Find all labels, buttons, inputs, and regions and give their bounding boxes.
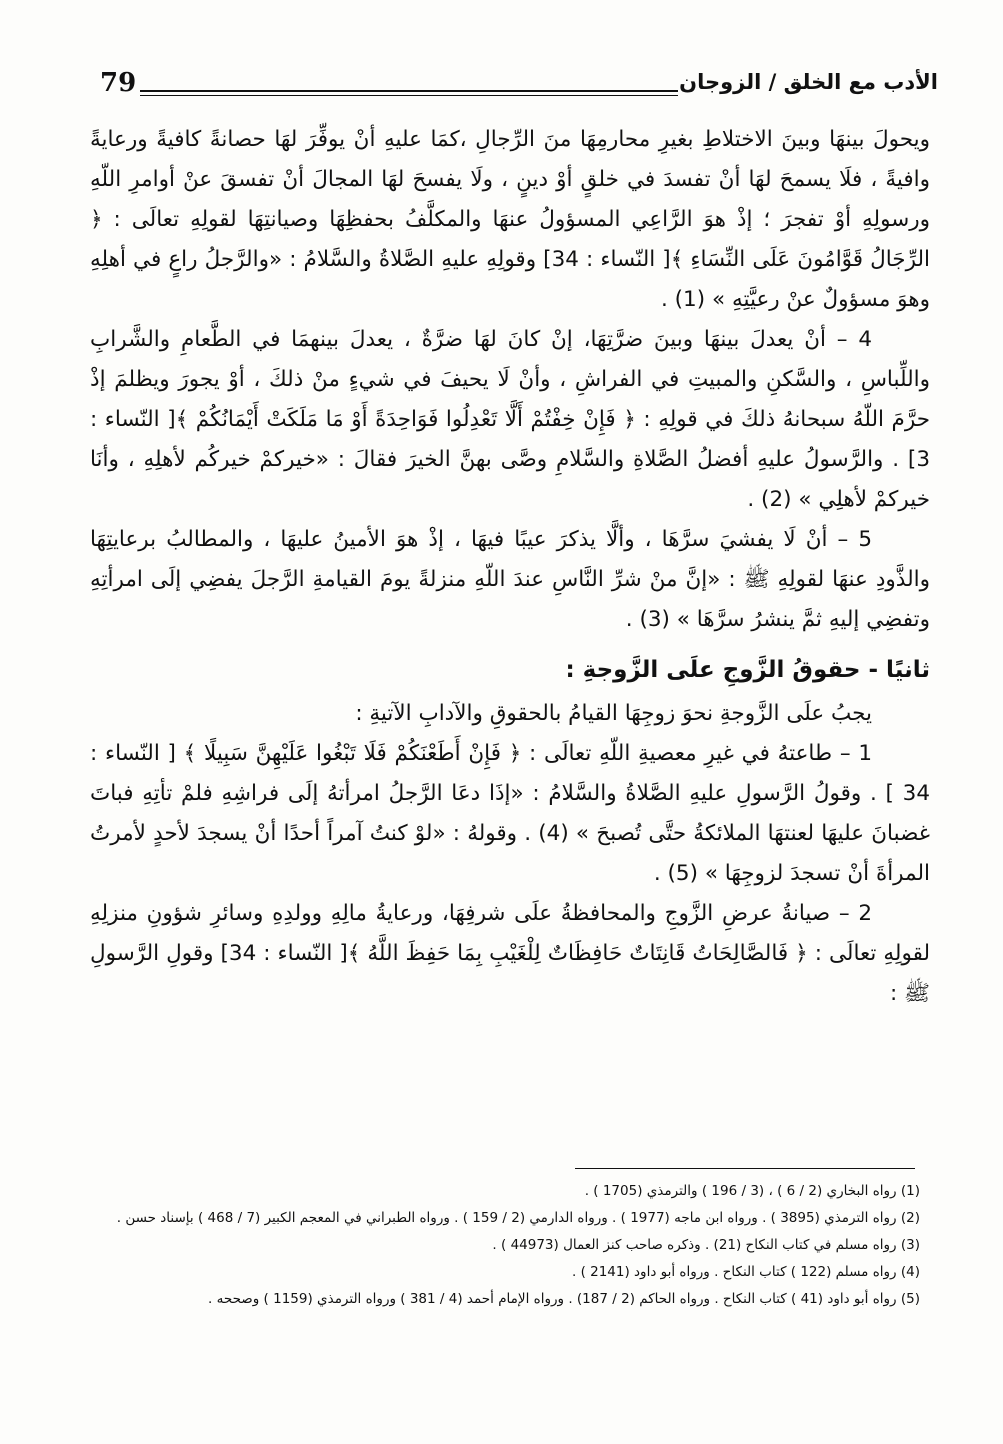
running-title: الأدب مع الخلق / الزوجان — [679, 70, 938, 94]
paragraph-item-5: 5 – أنْ لَا يفشيَ سرَّهَا ، وألَّا يذكرَ عيبًا فيهَا ، إذْ هوَ الأمينُ عليهَا ، والمطالبُ برعايتِهَا والذَّودِ عنهَا لقولِهِ ﷺ : «إنَّ منْ شرِّ النَّاسِ عندَ اللّهِ منزلةً يومَ القيامةِ الرَّجلَ يفضِي إلَى امرأتِهِ وتفضِي إليهِ ثمَّ ينشرُ سرَّهَا » (3) . — [90, 527, 930, 632]
page-number: 79 — [100, 68, 137, 98]
footnotes — [70, 1178, 920, 1313]
footnote-separator — [575, 1168, 915, 1169]
paragraph-item-4: 4 – أنْ يعدلَ بينهَا وبينَ ضرَّتِهَا، إنْ كانَ لهَا ضرَّةٌ ، يعدلَ بينهمَا في الطَّعامِ والشَّرابِ واللِّباسِ ، والسَّكنِ والمبيتِ في الفراشِ ، وأنْ لَا يحيفَ في شيءٍ منْ ذلكَ ، أوْ يجورَ ويظلمَ إذْ حرَّمَ اللّهُ سبحانهُ ذلكَ في قولِهِ : ﴿ فَإِنْ خِفْتُمْ أَلَّا تَعْدِلُوا فَوَاحِدَةً أَوْ مَا مَلَكَتْ أَيْمَانُكُمْ ﴾[ النّساء : 3] . والرَّسولُ عليهِ أفضلُ الصَّلاةِ والسَّلامِ وصَّى بهنَّ الخيرَ فقالَ : «خيركمْ خيركُم لأهلِهِ ، وأنَا خيركمْ لأهلِي » (2) . — [90, 327, 930, 512]
page-header — [100, 62, 938, 112]
section-heading: ثانيًا - حقوقُ الزَّوجِ علَى الزَّوجةِ : — [565, 657, 930, 683]
footnote: (1) رواه البخاري (2 / 6 ) ، (3 / 196 ) والترمذي (1705 ) . — [584, 1183, 920, 1199]
main-text — [90, 120, 930, 1014]
paragraph-item-2: 2 – صيانةُ عرضِ الزَّوجِ والمحافظةُ علَى شرفِهَا، ورعايةُ مالِهِ وولدِهِ وسائرِ شؤونِ منزلِهِ لقولِهِ تعالَى : ﴿ فَالصَّالِحَاتُ قَانِتَاتٌ حَافِظَاتٌ لِلْغَيْبِ بِمَا حَفِظَ اللَّهُ ﴾[ النّساء : 34] وقولِ الرَّسولِ ﷺ : — [90, 901, 931, 1006]
paragraph-item-1: 1 – طاعتهُ في غيرِ معصيةِ اللّهِ تعالَى : ﴿ فَإِنْ أَطَعْنَكُمْ فَلَا تَبْغُوا عَلَيْهِنَّ سَبِيلًا ﴾ [ النّساء : 34 ] . وقولُ الرَّسولِ عليهِ الصَّلاةُ والسَّلامُ : «إذَا دعَا الرَّجلُ امرأتهُ إلَى فراشِهِ فلمْ تأتِهِ فباتَ غضبانَ عليهَا لعنتهَا الملائكةُ حتَّى تُصبحَ » (4) . وقولهُ : «لوْ كنتُ آمراً أحدًا أنْ يسجدَ لأحدٍ لأمرتُ المرأةَ أنْ تسجدَ لزوجِهَا » (5) . — [90, 741, 930, 886]
paragraph-intro: يجبُ علَى الزَّوجةِ نحوَ زوجِهَا القيامُ بالحقوقِ والآدابِ الآتيةِ : — [355, 701, 872, 726]
footnote: (5) رواه أبو داود (41 ) كتاب النكاح . ورواه الحاكم (2 / 187) . ورواه الإمام أحمد (4 / 381 ) ورواه الترمذي (1159 ) وصححه . — [208, 1291, 920, 1307]
footnote: (2) رواه الترمذي (3895 ) . ورواه ابن ماجه (1977 ) . ورواه الدارمي (2 / 159 ) . ورواه الطبراني في المعجم الكبير (7 / 468 ) بإسناد حسن . — [116, 1210, 920, 1226]
header-rule — [140, 90, 678, 96]
footnote: (4) رواه مسلم (122 ) كتاب النكاح . ورواه أبو داود (2141 ) . — [571, 1264, 920, 1280]
footnote: (3) رواه مسلم في كتاب النكاح (21) . وذكره صاحب كنز العمال (44973 ) . — [492, 1237, 920, 1253]
paragraph-continuation: ويحولَ بينهَا وبينَ الاختلاطِ بغيرِ محارمِهَا منَ الرِّجالِ ،كمَا عليهِ أنْ يوفِّرَ لهَا حصانةً كافيةً ورعايةً وافيةً ، فلَا يسمحَ لهَا أنْ تفسدَ في خلقٍ أوْ دينٍ ، ولَا يفسحَ لهَا المجالَ أنْ تفسقَ عنْ أوامرِ اللّهِ ورسولِهِ أوْ تفجرَ ؛ إذْ هوَ الرَّاعِي المسؤولُ عنهَا والمكلَّفُ بحفظِهَا وصيانتِهَا لقولِهِ تعالَى : ﴿ الرِّجَالُ قَوَّامُونَ عَلَى النِّسَاءِ ﴾[ النّساء : 34] وقولِهِ عليهِ الصَّلاةُ والسَّلامُ : «والرَّجلُ راعٍ في أهلِهِ وهوَ مسؤولٌ عنْ رعيَّتِهِ » (1) . — [90, 127, 930, 312]
